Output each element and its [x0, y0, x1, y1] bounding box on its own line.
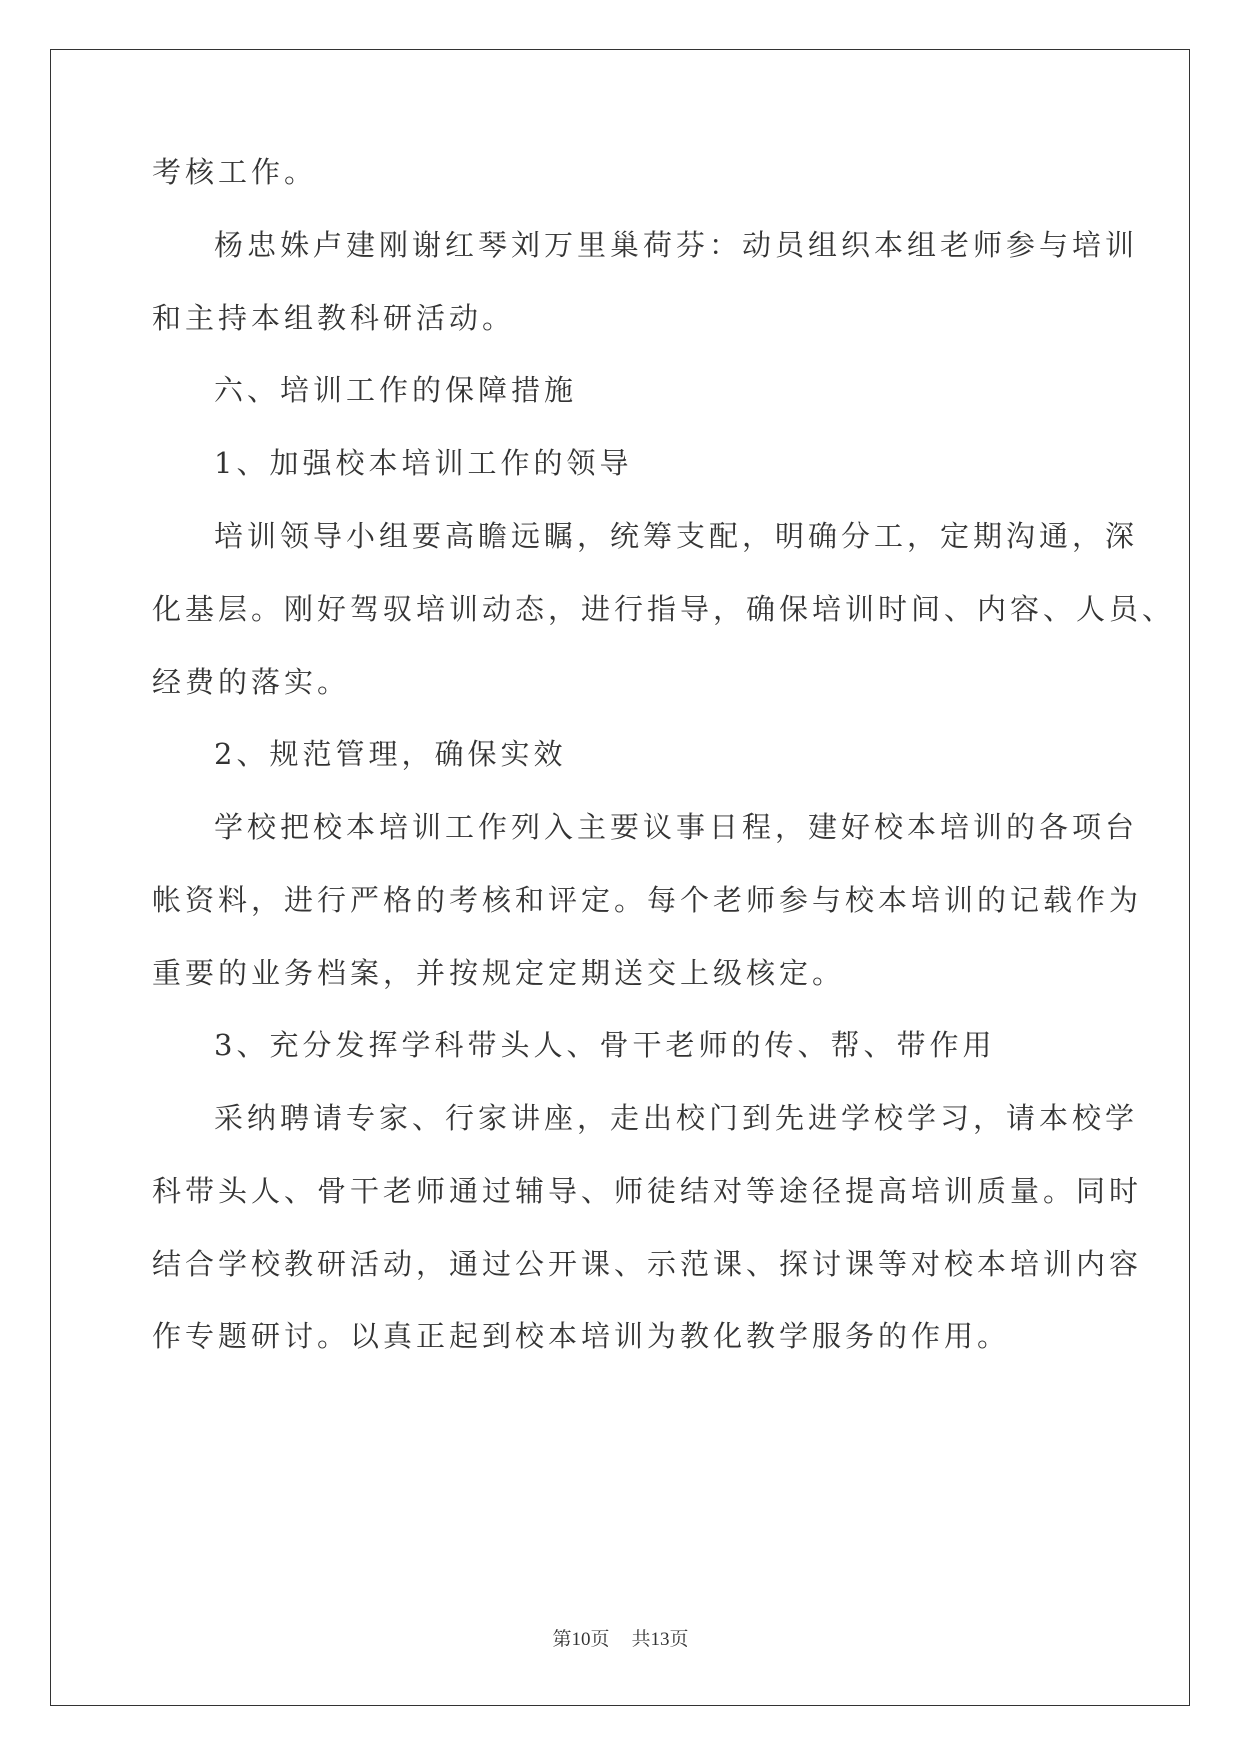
text-line: 帐资料，进行严格的考核和评定。每个老师参与校本培训的记载作为	[152, 883, 1143, 917]
section-heading: 六、培训工作的保障措施	[214, 373, 578, 407]
page-footer	[0, 1627, 1241, 1653]
text-line: 作专题研讨。以真正起到校本培训为教化教学服务的作用。	[152, 1319, 1011, 1353]
text-line: 化基层。刚好驾驭培训动态，进行指导，确保培训时间、内容、人员、	[152, 592, 1176, 626]
text-line: 学校把校本培训工作列入主要议事日程，建好校本培训的各项台	[214, 810, 1139, 844]
text-line: 科带头人、骨干老师通过辅导、师徒结对等途径提高培训质量。同时	[152, 1174, 1143, 1208]
text-line: 结合学校教研活动，通过公开课、示范课、探讨课等对校本培训内容	[152, 1247, 1143, 1281]
text-line: 和主持本组教科研活动。	[152, 301, 516, 335]
text-line: 经费的落实。	[152, 665, 351, 699]
text-line: 考核工作。	[152, 155, 318, 189]
text-line: 培训领导小组要高瞻远瞩，统筹支配，明确分工，定期沟通，深	[214, 519, 1139, 553]
subsection-heading: 1、加强校本培训工作的领导	[214, 446, 633, 480]
subsection-heading: 2、规范管理，确保实效	[214, 737, 567, 771]
page-total: 共13页	[631, 1629, 689, 1650]
page-number: 第10页	[552, 1629, 610, 1650]
subsection-heading: 3、充分发挥学科带头人、骨干老师的传、帮、带作用	[214, 1028, 996, 1062]
text-line: 重要的业务档案，并按规定定期送交上级核定。	[152, 956, 846, 990]
text-line: 采纳聘请专家、行家讲座，走出校门到先进学校学习，请本校学	[214, 1101, 1139, 1135]
text-line: 杨忠姝卢建刚谢红琴刘万里巢荷芬：动员组织本组老师参与培训	[214, 228, 1139, 262]
